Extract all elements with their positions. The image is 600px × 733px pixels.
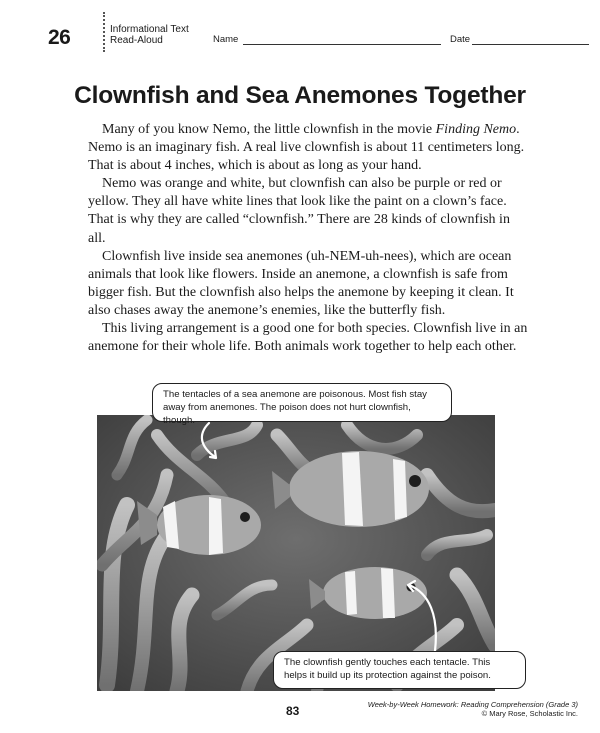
callout-tentacles-poison: The tentacles of a sea anemone are poisonous. Most fish stay away from anemones. The poison does not hurt clownfish, though. bbox=[152, 383, 452, 422]
paragraph-4: This living arrangement is a good one for both species. Clownfish live in an anemone for their whole life. Both animals work together to help each other. bbox=[88, 321, 528, 355]
text-kind-line-1: Informational Text bbox=[110, 24, 189, 35]
header-page-number: 26 bbox=[48, 26, 71, 49]
text-kind-line-2: Read-Aloud bbox=[110, 35, 163, 46]
clownfish-photo bbox=[97, 415, 495, 691]
credit-copyright: © Mary Rose, Scholastic Inc. bbox=[481, 709, 578, 718]
story-text bbox=[88, 121, 528, 356]
clownfish-illustration bbox=[97, 415, 495, 691]
paragraph-3: Clownfish live inside sea anemones (uh-NEM-uh-nees), which are ocean animals that look like flowers. Inside an anemone, a clownfish is safe from bigger fish. But the clownfish also helps the anemone by keeping it clean. It also chases away the anemone’s enemies, like the butterfly fish. bbox=[88, 248, 514, 318]
footer-page-number: 83 bbox=[286, 704, 300, 718]
callout-clownfish-protection: The clownfish gently touches each tentacle. This helps it build up its protection against the poison. bbox=[273, 651, 526, 689]
paragraph-2: Nemo was orange and white, but clownfish can also be purple or red or yellow. They all have white lines that look like the paint on a clown’s face. That is why they are called “clownfish.” There are 28 kinds of clownfish in all. bbox=[88, 176, 510, 246]
header-divider bbox=[103, 12, 105, 52]
date-field[interactable] bbox=[472, 44, 589, 45]
credit-book-title: Week-by-Week Homework: Reading Comprehension (Grade 3) bbox=[367, 700, 578, 709]
page-title: Clownfish and Sea Anemones Together bbox=[74, 82, 526, 109]
paragraph-1-end: . Nemo is an imaginary fish. A real live clownfish is about 11 centimeters long. That is about 4 inches, which is about as long as your hand. bbox=[88, 122, 525, 174]
name-field[interactable] bbox=[243, 44, 441, 45]
text-kind bbox=[110, 24, 189, 46]
paragraph-1 bbox=[88, 121, 528, 175]
paragraph-1-start: Many of you know Nemo, the little clownfish in the movie bbox=[102, 122, 436, 137]
movie-title: Finding Nemo bbox=[435, 122, 517, 137]
copyright-credit bbox=[368, 700, 578, 718]
name-label: Name bbox=[213, 34, 239, 45]
worksheet-header bbox=[38, 18, 558, 48]
date-label: Date bbox=[450, 34, 471, 45]
